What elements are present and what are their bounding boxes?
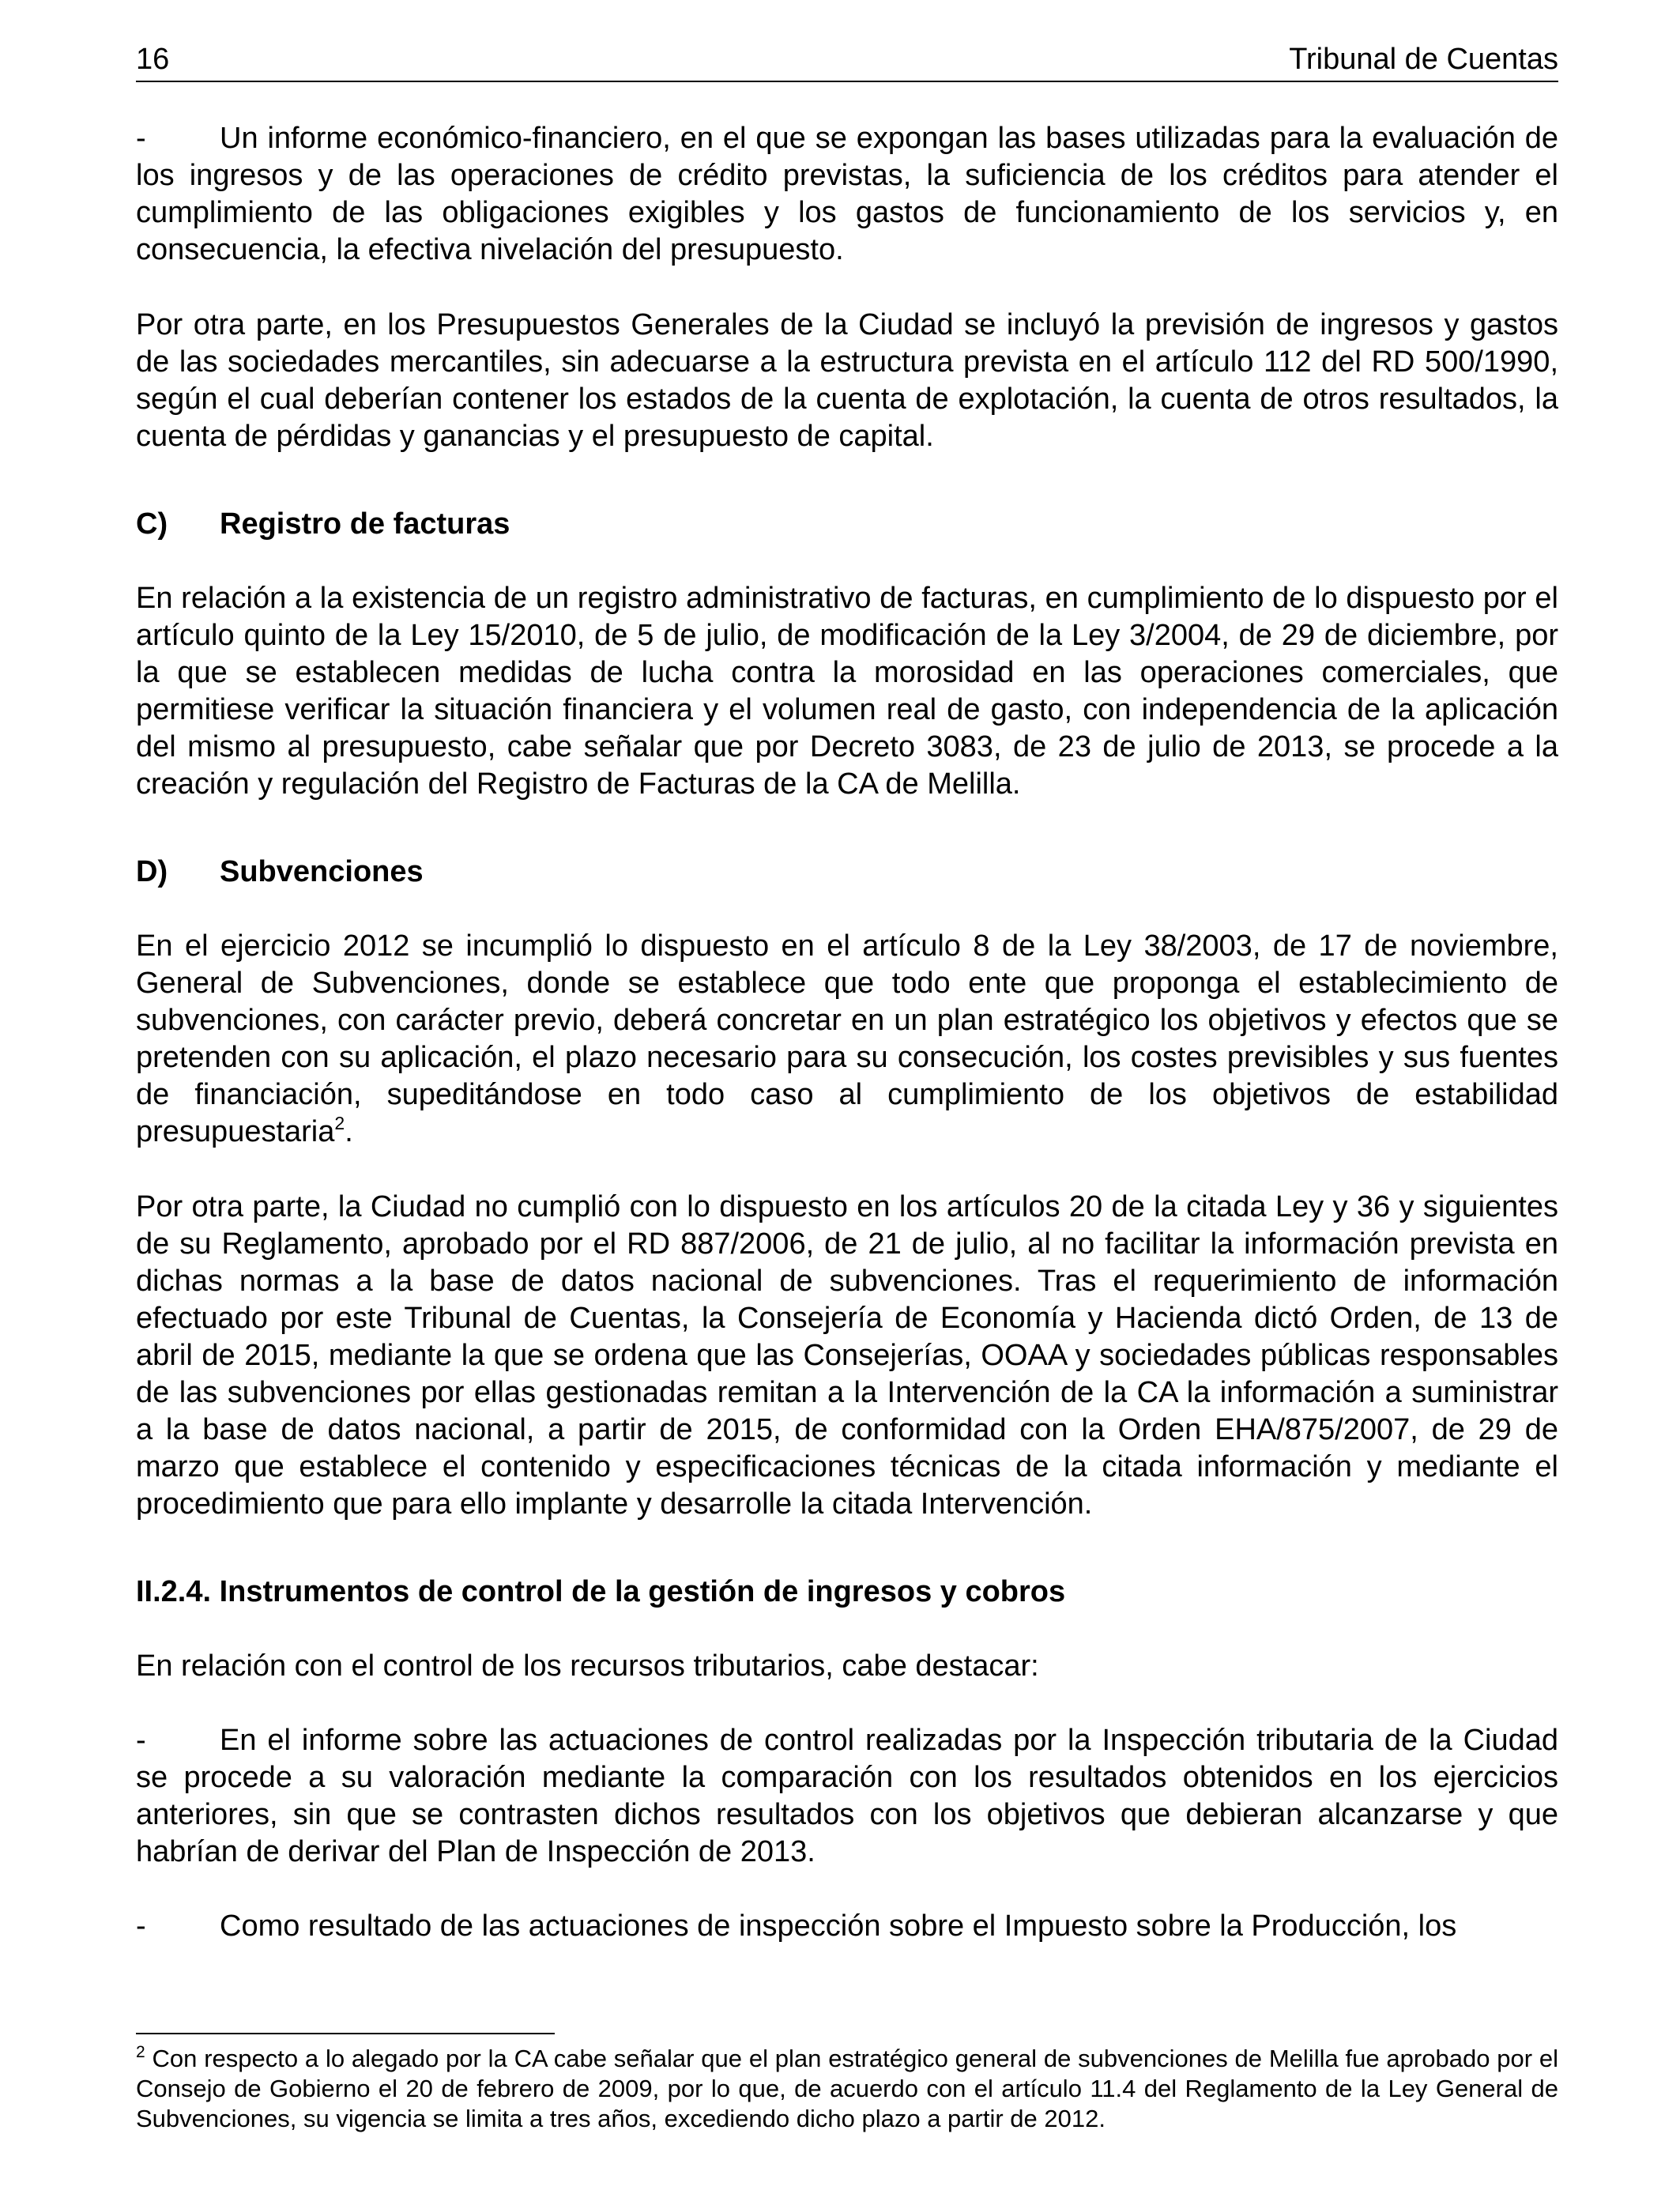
bullet-text: Un informe económico-financiero, en el que se expongan las bases utilizadas para la evaluación de los ingresos y de las operaciones de crédito previstas, la suficiencia de los créditos para atender el cumplimiento de las obligaciones exigibles y los gastos de funcionamiento de los servicios y, en consecuencia, la efectiva nivelación del presupuesto.	[136, 122, 1558, 266]
bullet-text: En el informe sobre las actuaciones de control realizadas por la Inspección tributaria de la Ciudad se procede a su valoración mediante la comparación con los resultados obtenidos en los ejercicios anteriores, sin que se contrasten dichos resultados con los objetivos que debieran alcanzarse y que habrían de derivar del Plan de Inspección de 2013.	[136, 1724, 1558, 1868]
bullet-paragraph-impuesto	[136, 1908, 1558, 1945]
bullet-dash: -	[136, 1724, 146, 1757]
section-heading-ii-2-4: II.2.4. Instrumentos de control de la gestión de ingresos y cobros	[136, 1575, 1066, 1608]
footnote-number: 2	[136, 2043, 145, 2061]
bullet-dash: -	[136, 122, 146, 155]
paragraph-registro-facturas: En relación a la existencia de un registro administrativo de facturas, en cumplimiento de lo dispuesto por el artículo quinto de la Ley 15/2010, de 5 de julio, de modificación de la Ley 3/2004, de 29 de diciembre, por la que se establecen medidas de lucha contra la morosidad en las operaciones comerciales, que permitiese verificar la situación financiera y el volumen real de gasto, con independencia de la aplicación del mismo al presupuesto, cabe señalar que por Decreto 3083, de 23 de julio de 2013, se procede a la creación y regulación del Registro de Facturas de la CA de Melilla.	[136, 582, 1558, 801]
paragraph-end: .	[345, 1115, 353, 1148]
bullet-paragraph-inspeccion	[136, 1722, 1558, 1871]
paragraph-recursos-tributarios: En relación con el control de los recursos tributarios, cabe destacar:	[136, 1649, 1039, 1683]
paragraph-sociedades-mercantiles: Por otra parte, en los Presupuestos Generales de la Ciudad se incluyó la previsión de ingresos y gastos de las sociedades mercantiles, sin adecuarse a la estructura prevista en el artículo 112 del RD 500/1990, según el cual deberían contener los estados de la cuenta de explotación, la cuenta de otros resultados, la cuenta de pérdidas y ganancias y el presupuesto de capital.	[136, 308, 1558, 453]
paragraph-base-datos-subvenciones: Por otra parte, la Ciudad no cumplió con lo dispuesto en los artículos 20 de la citada Ley y 36 y siguientes de su Reglamento, aprobado por el RD 887/2006, de 21 de julio, al no facilitar la información prevista en dichas normas a la base de datos nacional de subvenciones. Tras el requerimiento de información efectuado por este Tribunal de Cuentas, la Consejería de Economía y Hacienda dictó Orden, de 13 de abril de 2015, mediante la que se ordena que las Consejerías, OOAA y sociedades públicas responsables de las subvenciones por ellas gestionadas remitan a la Intervención de la CA la información a suministrar a la base de datos nacional, a partir de 2015, de conformidad con la Orden EHA/875/2007, de 29 de marzo que establece el contenido y especificaciones técnicas de la citada información y mediante el procedimiento que para ello implante y desarrolle la citada Intervención.	[136, 1190, 1558, 1521]
section-heading-c	[136, 506, 1558, 543]
page-content	[136, 120, 1558, 1945]
header-title: Tribunal de Cuentas	[1289, 43, 1558, 76]
heading-text: Subvenciones	[220, 855, 424, 888]
section-heading-d	[136, 854, 1558, 891]
footnote-reference[interactable]: 2	[334, 1113, 345, 1133]
bullet-dash: -	[136, 1909, 146, 1943]
footnote-separator	[136, 2033, 555, 2034]
paragraph-text: En el ejercicio 2012 se incumplió lo dispuesto en el artículo 8 de la Ley 38/2003, de 17 de noviembre, General de Subvenciones, donde se establece que todo ente que proponga el establecimiento de subvenciones, con carácter previo, deberá concretar en un plan estratégico los objetivos y efectos que se pretenden con su aplicación, el plazo necesario para su consecución, los costes previsibles y sus fuentes de financiación, supeditándose en todo caso al cumplimiento de los objetivos de estabilidad presupuestaria	[136, 929, 1558, 1148]
page-header	[136, 41, 1558, 82]
bullet-paragraph-informe	[136, 120, 1558, 269]
heading-letter: D)	[136, 855, 168, 888]
bullet-text: Como resultado de las actuaciones de inspección sobre el Impuesto sobre la Producción, los	[220, 1909, 1457, 1943]
heading-letter: C)	[136, 507, 168, 541]
footnote-text: Con respecto a lo alegado por la CA cabe señalar que el plan estratégico general de subvenciones de Melilla fue aprobado por el Consejo de Gobierno el 20 de febrero de 2009, por lo que, de acuerdo con el artículo 11.4 del Reglamento de la Ley General de Subvenciones, su vigencia se limita a tres años, excediendo dicho plazo a partir de 2012.	[136, 2045, 1558, 2132]
footnote	[136, 2044, 1558, 2134]
heading-text: Registro de facturas	[220, 507, 510, 541]
paragraph-subvenciones	[136, 928, 1558, 1151]
page-number: 16	[136, 43, 170, 76]
